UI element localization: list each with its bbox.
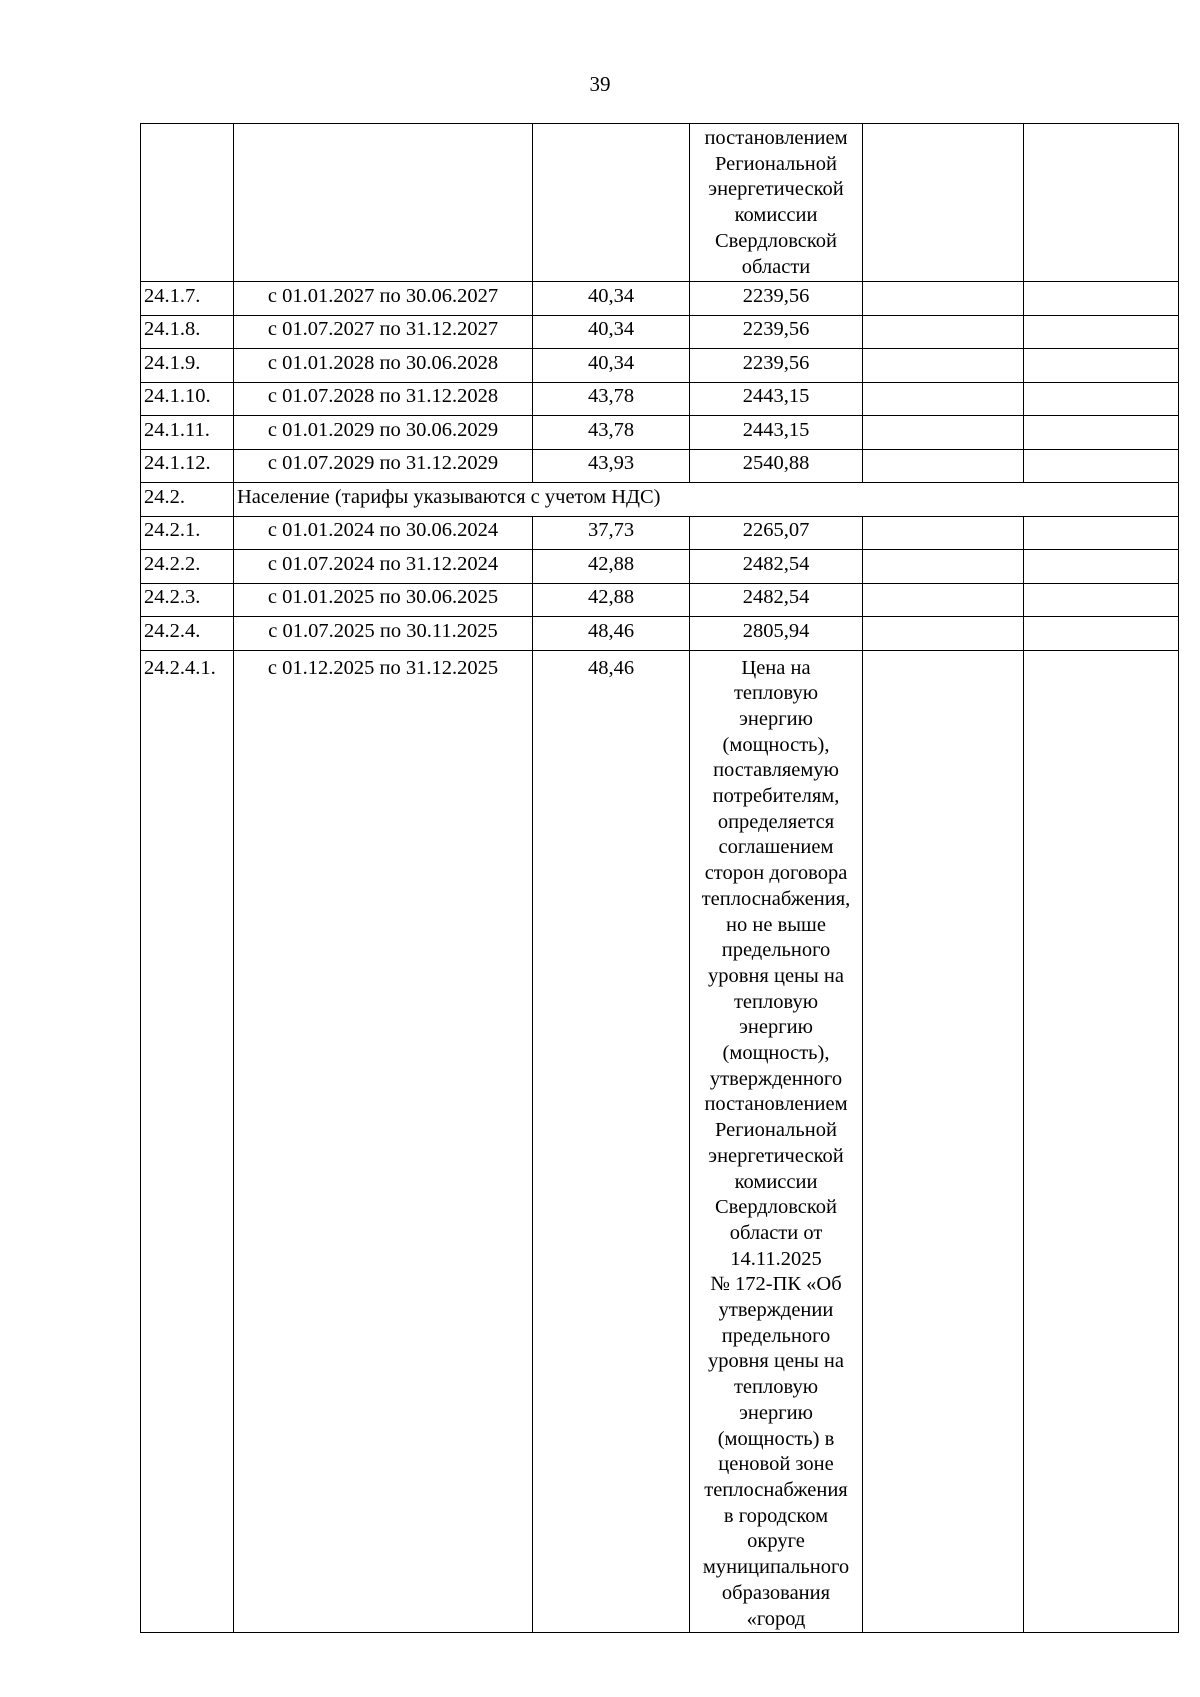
text-line: потребителям, — [712, 785, 840, 808]
text-line: энергетической — [708, 1144, 844, 1167]
text-line: энергию — [739, 1401, 813, 1424]
text-line: ценовой зоне — [718, 1453, 834, 1476]
table-row — [141, 516, 1179, 550]
table-row — [141, 416, 1179, 450]
text-line: уровня цены на — [708, 1350, 844, 1373]
cell-empty-5 — [863, 416, 1024, 450]
text-line: теплоснабжения, — [701, 887, 851, 910]
cell-empty-5 — [863, 449, 1024, 483]
cell-empty-5 — [863, 282, 1024, 316]
table-row-continuation — [141, 124, 1179, 282]
section-title: Население (тарифы указываются с учетом НДС) — [234, 483, 1179, 517]
table-row — [141, 583, 1179, 617]
table-row — [141, 382, 1179, 416]
cell-value: 48,46 — [533, 617, 690, 651]
text-line: поставляемую — [713, 759, 839, 782]
cell-value: 40,34 — [533, 282, 690, 316]
cell-price: 2239,56 — [690, 282, 863, 316]
cell-value: 40,34 — [533, 349, 690, 383]
cell-empty-5 — [863, 349, 1024, 383]
cell-empty-5 — [863, 583, 1024, 617]
cell-num: 24.1.10. — [141, 382, 234, 416]
text-line: Свердловской — [714, 1196, 838, 1219]
cell-value: 43,93 — [533, 449, 690, 483]
text-line: постановлением — [704, 127, 848, 149]
cell-empty-6 — [1024, 282, 1179, 316]
cell-value: 42,88 — [533, 583, 690, 617]
cell-period: с 01.12.2025 по 31.12.2025 — [234, 650, 533, 1633]
cell-empty-6 — [1024, 315, 1179, 349]
tariff-table-body — [141, 124, 1179, 1633]
cell-period: с 01.01.2025 по 30.06.2025 — [234, 583, 533, 617]
text-line: комиссии — [734, 1170, 818, 1193]
cell-value: 42,88 — [533, 550, 690, 584]
cell-empty-5 — [863, 617, 1024, 651]
text-line: области от — [729, 1221, 823, 1244]
cell-num: 24.2.2. — [141, 550, 234, 584]
text-line: определяется — [717, 810, 835, 833]
cell-num: 24.2.4.1. — [141, 650, 234, 1633]
cell-empty-6 — [1024, 416, 1179, 450]
cell-value — [533, 124, 690, 282]
text-line: но не выше — [726, 913, 826, 936]
cell-price: 2443,15 — [690, 382, 863, 416]
cell-period: с 01.07.2027 по 31.12.2027 — [234, 315, 533, 349]
text-line: уровня цены на — [708, 964, 844, 987]
text-line: сторон договора — [704, 862, 848, 885]
text-line: образования — [721, 1581, 831, 1604]
table-row — [141, 449, 1179, 483]
text-line: Цена на — [741, 656, 811, 679]
cell-num: 24.1.7. — [141, 282, 234, 316]
cell-period: с 01.07.2024 по 31.12.2024 — [234, 550, 533, 584]
cell-price: 2540,88 — [690, 449, 863, 483]
table-row-section — [141, 483, 1179, 517]
cell-price-text — [690, 124, 863, 282]
cell-value: 48,46 — [533, 650, 690, 1633]
text-line: предельного — [721, 939, 831, 962]
cell-period: с 01.07.2029 по 31.12.2029 — [234, 449, 533, 483]
text-line: утверждении — [718, 1299, 834, 1322]
cell-empty-6 — [1024, 349, 1179, 383]
table-row — [141, 550, 1179, 584]
text-line: Региональной — [715, 152, 837, 175]
cell-price: 2482,54 — [690, 583, 863, 617]
cell-value: 37,73 — [533, 516, 690, 550]
cell-num — [141, 124, 234, 282]
cell-num: 24.2. — [141, 483, 234, 517]
text-line: 14.11.2025 — [730, 1247, 822, 1270]
cell-price: 2805,94 — [690, 617, 863, 651]
cell-value: 43,78 — [533, 382, 690, 416]
text-line: (мощность) в — [717, 1427, 835, 1450]
cell-empty-5 — [863, 124, 1024, 282]
text-line: области — [741, 255, 811, 278]
cell-price: 2265,07 — [690, 516, 863, 550]
cell-num: 24.2.4. — [141, 617, 234, 651]
cell-period: с 01.07.2028 по 31.12.2028 — [234, 382, 533, 416]
cell-period — [234, 124, 533, 282]
cell-empty-6 — [1024, 550, 1179, 584]
cell-period: с 01.01.2027 по 30.06.2027 — [234, 282, 533, 316]
cell-empty-6 — [1024, 650, 1179, 1633]
text-line: (мощность), — [722, 1042, 830, 1065]
text-line: (мощность), — [722, 733, 830, 756]
text-line: комиссии — [734, 204, 818, 227]
text-line: энергетической — [708, 178, 844, 201]
cell-empty-6 — [1024, 583, 1179, 617]
cell-empty-6 — [1024, 516, 1179, 550]
cell-num: 24.1.8. — [141, 315, 234, 349]
text-line: предельного — [721, 1324, 831, 1347]
cell-price-text — [690, 650, 863, 1633]
text-line: тепловую — [733, 1376, 819, 1399]
cell-price: 2239,56 — [690, 349, 863, 383]
cell-num: 24.1.11. — [141, 416, 234, 450]
cell-num: 24.2.1. — [141, 516, 234, 550]
cell-empty-5 — [863, 550, 1024, 584]
cell-price: 2482,54 — [690, 550, 863, 584]
cell-period: с 01.01.2024 по 30.06.2024 — [234, 516, 533, 550]
cell-empty-6 — [1024, 382, 1179, 416]
cell-empty-6 — [1024, 124, 1179, 282]
text-line: округе — [747, 1530, 805, 1553]
text-line: Региональной — [715, 1119, 837, 1142]
cell-num: 24.1.9. — [141, 349, 234, 383]
table-row — [141, 617, 1179, 651]
cell-num: 24.2.3. — [141, 583, 234, 617]
table-row-long — [141, 650, 1179, 1633]
cell-period: с 01.01.2029 по 30.06.2029 — [234, 416, 533, 450]
cell-empty-5 — [863, 315, 1024, 349]
page-number: 39 — [589, 72, 611, 96]
text-line: теплоснабжения — [704, 1479, 848, 1501]
cell-empty-6 — [1024, 617, 1179, 651]
tariff-table — [140, 123, 1179, 1633]
text-line: «город — [746, 1607, 806, 1630]
cell-period: с 01.07.2025 по 30.11.2025 — [234, 617, 533, 651]
text-line: утвержденного — [709, 1067, 843, 1090]
cell-empty-5 — [863, 650, 1024, 1633]
cell-empty-6 — [1024, 449, 1179, 483]
cell-empty-5 — [863, 516, 1024, 550]
cell-empty-5 — [863, 382, 1024, 416]
text-line: энергию — [739, 1016, 813, 1039]
table-row — [141, 349, 1179, 383]
text-line: Свердловской — [714, 229, 838, 252]
text-line: муниципального — [702, 1556, 850, 1579]
table-row — [141, 315, 1179, 349]
text-line: тепловую — [733, 990, 819, 1013]
cell-value: 40,34 — [533, 315, 690, 349]
text-line: энергию — [739, 707, 813, 730]
text-line: № 172-ПК «Об — [710, 1273, 842, 1296]
cell-num: 24.1.12. — [141, 449, 234, 483]
text-line: в городском — [723, 1504, 829, 1527]
text-line: тепловую — [733, 682, 819, 705]
cell-price: 2443,15 — [690, 416, 863, 450]
cell-period: с 01.01.2028 по 30.06.2028 — [234, 349, 533, 383]
text-line: соглашением — [718, 836, 834, 859]
table-row — [141, 282, 1179, 316]
cell-price: 2239,56 — [690, 315, 863, 349]
cell-value: 43,78 — [533, 416, 690, 450]
text-line: постановлением — [704, 1093, 848, 1116]
